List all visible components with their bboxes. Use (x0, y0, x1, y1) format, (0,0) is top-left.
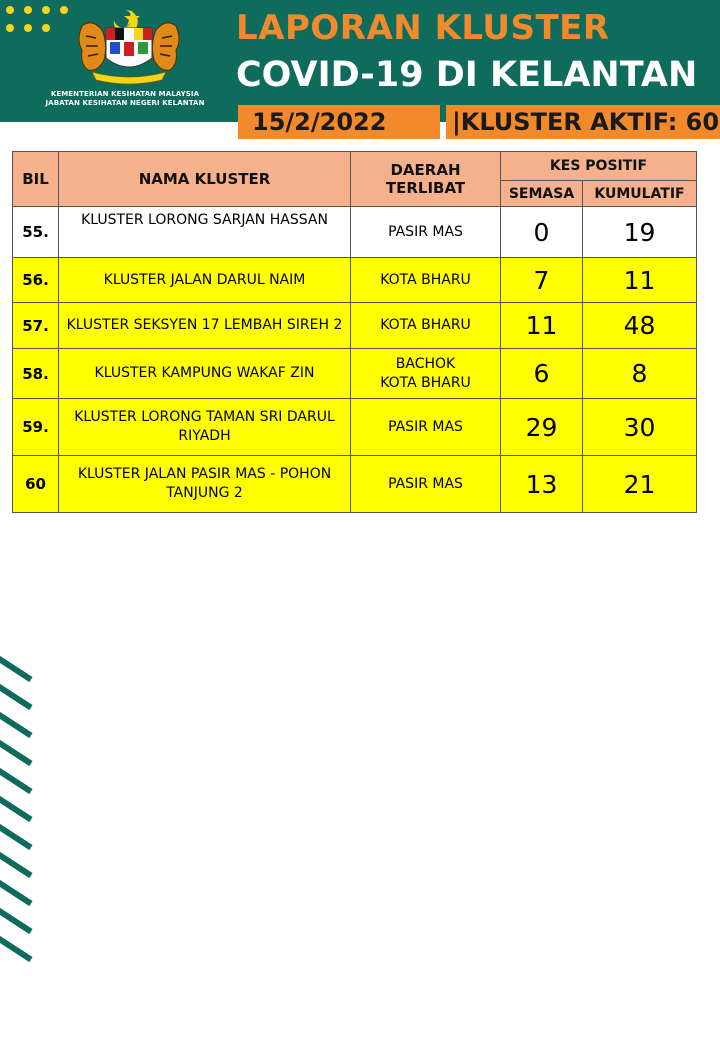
report-date: 15/2/2022 (238, 105, 440, 139)
cell-nama-line-2: TANJUNG 2 (166, 485, 243, 501)
cell-bil: 58. (13, 349, 59, 399)
cell-kumulatif: 48 (583, 303, 697, 349)
cell-daerah: PASIR MAS (351, 399, 501, 456)
header-banner (0, 0, 720, 122)
cluster-table (12, 151, 697, 513)
cell-semasa: 0 (501, 207, 583, 258)
cell-daerah (351, 349, 501, 399)
header-bil: BIL (13, 152, 59, 207)
header-daerah-terlibat (351, 152, 501, 207)
cell-nama-kluster: KLUSTER LORONG SARJAN HASSAN (59, 207, 351, 258)
cell-nama-line-2: RIYADH (178, 428, 231, 444)
cell-daerah: KOTA BHARU (351, 258, 501, 303)
header-daerah-line-1: DAERAH (390, 161, 461, 179)
cell-nama-kluster: KLUSTER JALAN DARUL NAIM (59, 258, 351, 303)
cell-kumulatif: 8 (583, 349, 697, 399)
header-nama-kluster: NAMA KLUSTER (59, 152, 351, 207)
cell-nama-line-1: KLUSTER JALAN PASIR MAS - POHON (77, 466, 332, 482)
cell-semasa: 7 (501, 258, 583, 303)
ministry-line-1: KEMENTERIAN KESIHATAN MALAYSIA (50, 90, 200, 98)
table-row (13, 258, 697, 303)
cell-bil: 56. (13, 258, 59, 303)
cell-semasa: 13 (501, 456, 583, 513)
header-kes-positif: KES POSITIF (501, 152, 697, 181)
cell-kumulatif: 30 (583, 399, 697, 456)
ministry-name (20, 90, 230, 108)
cell-daerah-line-2: KOTA BHARU (380, 374, 471, 391)
cell-nama-kluster: KLUSTER KAMPUNG WAKAF ZIN (59, 349, 351, 399)
table-row (13, 207, 697, 258)
cell-semasa: 29 (501, 399, 583, 456)
header-kumulatif: KUMULATIF (583, 181, 697, 207)
cell-daerah: KOTA BHARU (351, 303, 501, 349)
table-row (13, 349, 697, 399)
cell-daerah-line-1: BACHOK (395, 355, 456, 372)
cell-kumulatif: 11 (583, 258, 697, 303)
cell-semasa: 11 (501, 303, 583, 349)
malaysia-coat-of-arms-icon (74, 6, 184, 90)
table-row (13, 456, 697, 513)
cell-daerah: PASIR MAS (351, 456, 501, 513)
cell-kumulatif: 21 (583, 456, 697, 513)
cell-bil: 57. (13, 303, 59, 349)
active-clusters-count: |KLUSTER AKTIF: 60 (446, 105, 720, 139)
cell-bil: 55. (13, 207, 59, 258)
cell-semasa: 6 (501, 349, 583, 399)
cell-nama-kluster (59, 456, 351, 513)
ministry-line-2: JABATAN KESIHATAN NEGERI KELANTAN (45, 99, 205, 107)
header-semasa: SEMASA (501, 181, 583, 207)
cell-bil: 60 (13, 456, 59, 513)
cell-bil: 59. (13, 399, 59, 456)
cell-nama-kluster (59, 399, 351, 456)
cell-kumulatif: 19 (583, 207, 697, 258)
header-daerah-line-2: TERLIBAT (385, 179, 466, 197)
report-title-line-1: LAPORAN KLUSTER (236, 8, 610, 48)
table-row (13, 399, 697, 456)
cell-daerah: PASIR MAS (351, 207, 501, 258)
table-row (13, 303, 697, 349)
cell-nama-line-1: KLUSTER LORONG TAMAN SRI DARUL (74, 409, 335, 425)
report-title-line-2: COVID-19 DI KELANTAN (236, 55, 698, 95)
cell-nama-kluster: KLUSTER SEKSYEN 17 LEMBAH SIREH 2 (59, 303, 351, 349)
